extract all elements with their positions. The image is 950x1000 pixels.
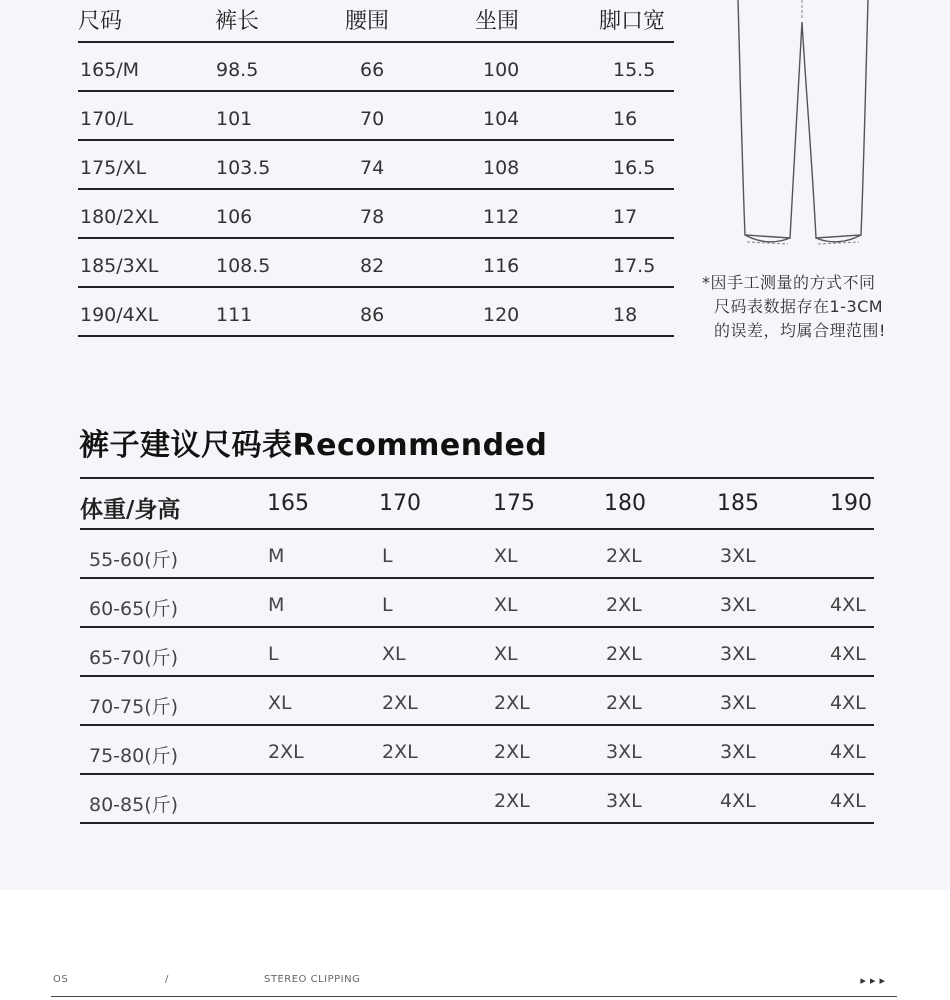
cell-size: 180/2XL [80, 206, 159, 228]
cell-leg-opening: 15.5 [613, 59, 656, 81]
cell-weight: 70-75(斤) [89, 696, 179, 718]
header-size: 尺码 [78, 9, 123, 34]
cell-size: 3XL [606, 790, 642, 812]
recommended-size-table [80, 477, 874, 824]
cell-size: 3XL [720, 594, 756, 616]
header-height: 190 [830, 491, 872, 516]
cell-size: L [382, 545, 393, 567]
footer-os-text: OS [53, 974, 69, 985]
cell-hip: 104 [483, 108, 520, 130]
header-waist: 腰围 [345, 9, 390, 34]
cell-weight: 80-85(斤) [89, 794, 179, 816]
table-row [78, 239, 674, 288]
cell-waist: 82 [360, 255, 385, 277]
cell-leg-opening: 17 [613, 206, 638, 228]
cell-size: 2XL [606, 643, 642, 665]
recommended-table-header [80, 479, 874, 530]
header-height: 185 [717, 491, 759, 516]
cell-size: 2XL [494, 790, 530, 812]
note-line: 的误差，均属合理范围! [714, 321, 886, 340]
cell-size: 2XL [494, 692, 530, 714]
table-row [80, 628, 874, 677]
cell-weight: 55-60(斤) [89, 549, 179, 571]
table-row [78, 288, 674, 337]
cell-size: 185/3XL [80, 255, 159, 277]
cell-size: 170/L [80, 108, 134, 130]
size-table-header [78, 0, 674, 43]
cell-size: 4XL [830, 741, 866, 763]
table-row [80, 579, 874, 628]
cell-size: XL [382, 643, 406, 665]
cell-waist: 78 [360, 206, 385, 228]
cell-length: 103.5 [216, 157, 271, 179]
cell-size: 165/M [80, 59, 140, 81]
cell-hip: 112 [483, 206, 520, 228]
table-row [78, 190, 674, 239]
header-leg-opening: 脚口宽 [599, 9, 666, 34]
cell-size: XL [494, 545, 518, 567]
cell-waist: 86 [360, 304, 385, 326]
cell-length: 101 [216, 108, 253, 130]
table-row [78, 43, 674, 92]
cell-size: L [268, 643, 279, 665]
header-length: 裤长 [215, 9, 260, 34]
cell-size: M [268, 545, 285, 567]
cell-weight: 75-80(斤) [89, 745, 179, 767]
cell-size: 3XL [720, 741, 756, 763]
cell-size: 3XL [720, 545, 756, 567]
cell-size: M [268, 594, 285, 616]
cell-leg-opening: 16.5 [613, 157, 656, 179]
cell-size: XL [268, 692, 292, 714]
note-line: 尺码表数据存在1-3CM [714, 297, 884, 316]
recommended-title: 裤子建议尺码表Recommended [79, 428, 548, 463]
footer-stereo-clipping: STEREO CLIPPING [264, 974, 361, 985]
cell-size: 2XL [606, 594, 642, 616]
cell-leg-opening: 16 [613, 108, 638, 130]
cell-size: 2XL [382, 692, 418, 714]
cell-size: 4XL [830, 692, 866, 714]
cell-size: 175/XL [80, 157, 147, 179]
table-row [78, 92, 674, 141]
section-divider-strip [51, 972, 897, 997]
cell-size: 2XL [606, 545, 642, 567]
table-row [80, 677, 874, 726]
header-height: 180 [604, 491, 646, 516]
cell-size: 3XL [720, 643, 756, 665]
cell-hip: 120 [483, 304, 520, 326]
measurement-note [702, 271, 942, 343]
cell-size: 3XL [606, 741, 642, 763]
header-hip: 坐围 [475, 9, 520, 34]
cell-size: XL [494, 643, 518, 665]
table-row [80, 775, 874, 824]
cell-length: 106 [216, 206, 253, 228]
header-height: 170 [379, 491, 421, 516]
play-arrows-icon: ▸▸▸ [860, 974, 889, 987]
cell-hip: 108 [483, 157, 520, 179]
cell-size: XL [494, 594, 518, 616]
pants-illustration [730, 0, 875, 260]
footer-slash: / [165, 974, 169, 985]
header-height: 165 [267, 491, 309, 516]
note-line: *因手工测量的方式不同 [702, 273, 876, 292]
cell-length: 98.5 [216, 59, 259, 81]
cell-size: 4XL [720, 790, 756, 812]
table-row [78, 141, 674, 190]
table-row [80, 530, 874, 579]
size-table [78, 0, 674, 337]
table-row [80, 726, 874, 775]
cell-size: 2XL [606, 692, 642, 714]
cell-size: 4XL [830, 594, 866, 616]
cell-size: 2XL [382, 741, 418, 763]
cell-weight: 60-65(斤) [89, 598, 179, 620]
cell-waist: 66 [360, 59, 385, 81]
cell-size: 4XL [830, 643, 866, 665]
cell-hip: 100 [483, 59, 520, 81]
cell-waist: 70 [360, 108, 385, 130]
cell-hip: 116 [483, 255, 520, 277]
cell-leg-opening: 17.5 [613, 255, 656, 277]
cell-size: 2XL [494, 741, 530, 763]
cell-size: L [382, 594, 393, 616]
cell-waist: 74 [360, 157, 385, 179]
cell-size: 4XL [830, 790, 866, 812]
cell-length: 108.5 [216, 255, 271, 277]
cell-size: 3XL [720, 692, 756, 714]
header-weight-height: 体重/身高 [80, 497, 181, 523]
cell-weight: 65-70(斤) [89, 647, 179, 669]
cell-length: 111 [216, 304, 253, 326]
cell-size: 2XL [268, 741, 304, 763]
header-height: 175 [493, 491, 535, 516]
cell-size: 190/4XL [80, 304, 159, 326]
cell-leg-opening: 18 [613, 304, 638, 326]
